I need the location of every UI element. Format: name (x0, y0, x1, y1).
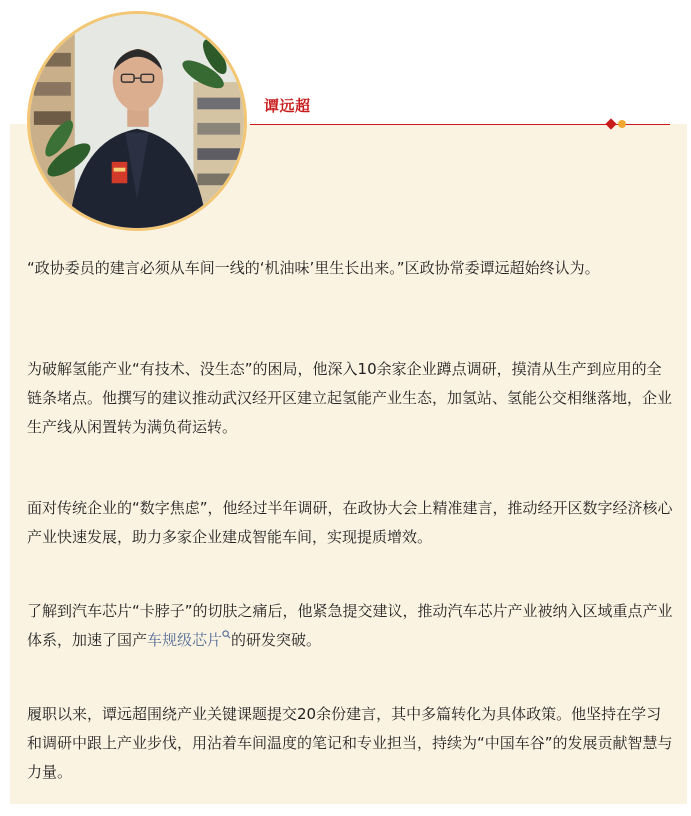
paragraph-digital: 面对传统企业的“数字焦虑”，他经过半年调研，在政协大会上精准建言，推动经开区数字经济核心产业快速发展，助力多家企业建成智能车间，实现提质增效。 (27, 499, 673, 546)
search-icon[interactable] (222, 630, 231, 639)
chip-keyword-link[interactable]: 车规级芯片 (147, 631, 223, 649)
portrait-photo (27, 11, 247, 231)
paragraph-chip-text-before: 了解到汽车芯片“卡脖子”的切肤之痛后，他紧急提交建议，推动汽车芯片产业被纳入区域重点产业体系，加速了国产 (27, 602, 673, 649)
paragraph-hydrogen: 为破解氢能产业“有技术、没生态”的困局，他深入10余家企业蹲点调研，摸清从生产到应用的全链条堵点。他撰写的建议推动武汉经开区建立起氢能产业生态，加氢站、氢能公交相继落地，企业生产线从闲置转为满负荷运转。 (27, 360, 673, 436)
paragraph-quote: “政协委员的建言必须从车间一线的‘机油味’里生长出来。”区政协常委谭远超始终认为。 (27, 259, 600, 277)
paragraph-chip (27, 597, 673, 655)
divider-dot-ornament (618, 120, 626, 128)
paragraph-summary: 履职以来，谭远超围绕产业关键课题提交20余份建言，其中多篇转化为具体政策。他坚持在学习和调研中跟上产业步伐，用沾着车间温度的笔记和专业担当，持续为“中国车谷”的发展贡献智慧与力量。 (27, 705, 673, 781)
paragraph-chip-text-after: 的研发突破。 (231, 631, 322, 649)
member-name: 谭远超 (264, 97, 311, 115)
